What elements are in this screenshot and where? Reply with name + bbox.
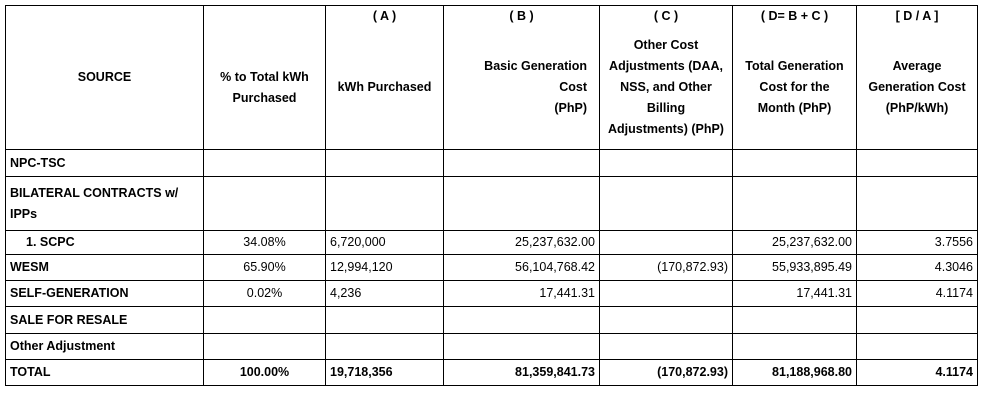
row-avg	[857, 150, 978, 177]
row-kwh: 6,720,000	[326, 231, 444, 255]
row-total: 55,933,895.49	[733, 255, 857, 281]
header-source: SOURCE	[6, 6, 204, 150]
table-row	[6, 177, 978, 231]
header-basic: ( B ) Basic Generation Cost (PhP)	[444, 6, 600, 150]
row-avg: 4.1174	[857, 281, 978, 307]
table-row	[6, 231, 978, 255]
row-pct	[204, 334, 326, 360]
row-pct: 34.08%	[204, 231, 326, 255]
row-kwh	[326, 307, 444, 334]
table-row	[6, 307, 978, 334]
row-other	[600, 150, 733, 177]
table-row	[6, 334, 978, 360]
row-avg: 3.7556	[857, 231, 978, 255]
header-row	[6, 6, 978, 150]
row-kwh: 4,236	[326, 281, 444, 307]
header-total: ( D= B + C ) Total Generation Cost for the Month (PhP)	[733, 6, 857, 150]
row-basic: 56,104,768.42	[444, 255, 600, 281]
row-basic: 17,441.31	[444, 281, 600, 307]
header-pct: % to Total kWh Purchased	[204, 6, 326, 150]
row-other	[600, 281, 733, 307]
row-basic	[444, 177, 600, 231]
row-source: 1. SCPC	[6, 231, 204, 255]
row-source: Other Adjustment	[6, 334, 204, 360]
row-pct	[204, 307, 326, 334]
row-source: NPC-TSC	[6, 150, 204, 177]
row-pct	[204, 150, 326, 177]
header-other: ( C ) Other Cost Adjustments (DAA, NSS, and Other Billing Adjustments) (PhP)	[600, 6, 733, 150]
header-kwh: ( A ) kWh Purchased	[326, 6, 444, 150]
row-total	[733, 150, 857, 177]
row-other	[600, 177, 733, 231]
row-kwh	[326, 177, 444, 231]
row-basic	[444, 334, 600, 360]
row-avg	[857, 334, 978, 360]
row-kwh: 19,718,356	[326, 360, 444, 386]
table-row	[6, 281, 978, 307]
row-avg	[857, 177, 978, 231]
row-pct: 100.00%	[204, 360, 326, 386]
row-avg	[857, 307, 978, 334]
row-kwh	[326, 150, 444, 177]
row-pct	[204, 177, 326, 231]
row-avg: 4.1174	[857, 360, 978, 386]
row-basic	[444, 307, 600, 334]
row-other	[600, 231, 733, 255]
row-total: 17,441.31	[733, 281, 857, 307]
row-kwh	[326, 334, 444, 360]
table-row	[6, 150, 978, 177]
row-source: SELF-GENERATION	[6, 281, 204, 307]
row-pct: 0.02%	[204, 281, 326, 307]
row-total: 81,188,968.80	[733, 360, 857, 386]
row-basic: 81,359,841.73	[444, 360, 600, 386]
row-source: BILATERAL CONTRACTS w/ IPPs	[6, 177, 204, 231]
row-other: (170,872.93)	[600, 255, 733, 281]
table-row	[6, 255, 978, 281]
row-other	[600, 307, 733, 334]
total-row	[6, 360, 978, 386]
row-source: WESM	[6, 255, 204, 281]
row-pct: 65.90%	[204, 255, 326, 281]
row-basic	[444, 150, 600, 177]
row-basic: 25,237,632.00	[444, 231, 600, 255]
row-avg: 4.3046	[857, 255, 978, 281]
header-avg: [ D / A ] Average Generation Cost (PhP/kWh)	[857, 6, 978, 150]
row-source: TOTAL	[6, 360, 204, 386]
row-total	[733, 334, 857, 360]
row-total	[733, 177, 857, 231]
generation-cost-table	[5, 5, 978, 386]
row-source: SALE FOR RESALE	[6, 307, 204, 334]
row-other	[600, 334, 733, 360]
row-total	[733, 307, 857, 334]
row-kwh: 12,994,120	[326, 255, 444, 281]
row-other: (170,872.93)	[600, 360, 733, 386]
row-total: 25,237,632.00	[733, 231, 857, 255]
